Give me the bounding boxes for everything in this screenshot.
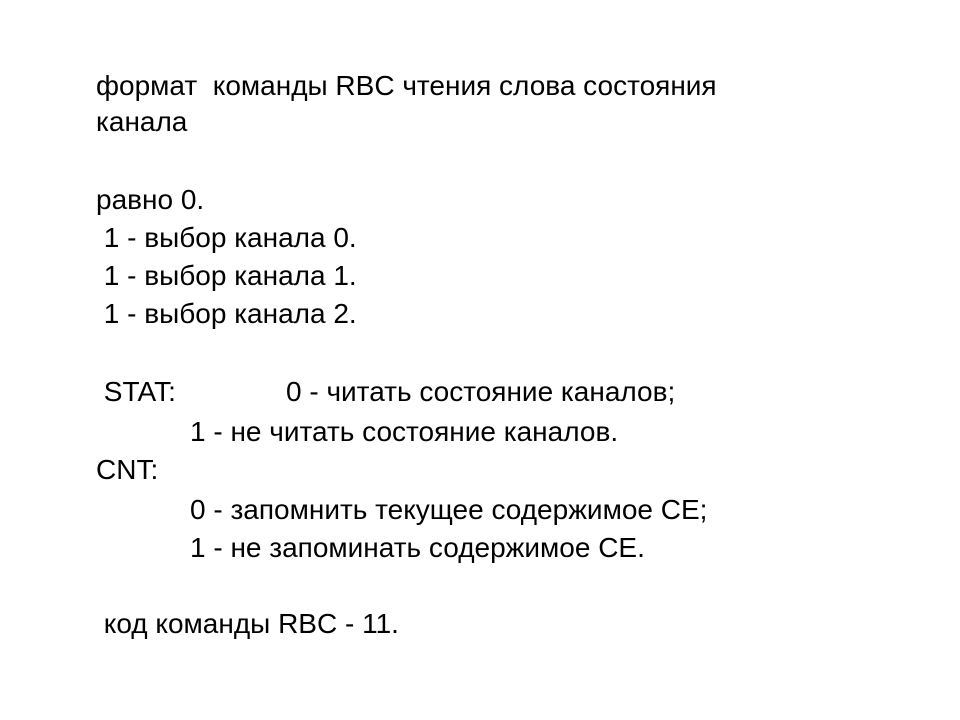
stat-label: STAT: [96, 376, 176, 407]
title-line-2: канала [96, 106, 188, 137]
title-line-1: формат команды RBC чтения слова состояния [96, 70, 717, 101]
bit3-description: 1 - выбор канала 2. [96, 298, 357, 329]
cnt-option-1: 1 - не запоминать содержимое СЕ. [190, 532, 645, 563]
stat-option-0: 0 - читать состояние каналов; [286, 376, 676, 407]
cnt-label: CNT: [96, 454, 159, 485]
cnt-option-0: 0 - запомнить текущее содержимое СЕ; [190, 494, 708, 525]
bit2-description: 1 - выбор канала 1. [96, 260, 357, 291]
bit0-description: равно 0. [96, 184, 205, 215]
bit1-description: 1 - выбор канала 0. [96, 222, 357, 253]
command-code: код команды RBC - 11. [96, 608, 399, 639]
stat-option-1: 1 - не читать состояние каналов. [190, 416, 619, 447]
